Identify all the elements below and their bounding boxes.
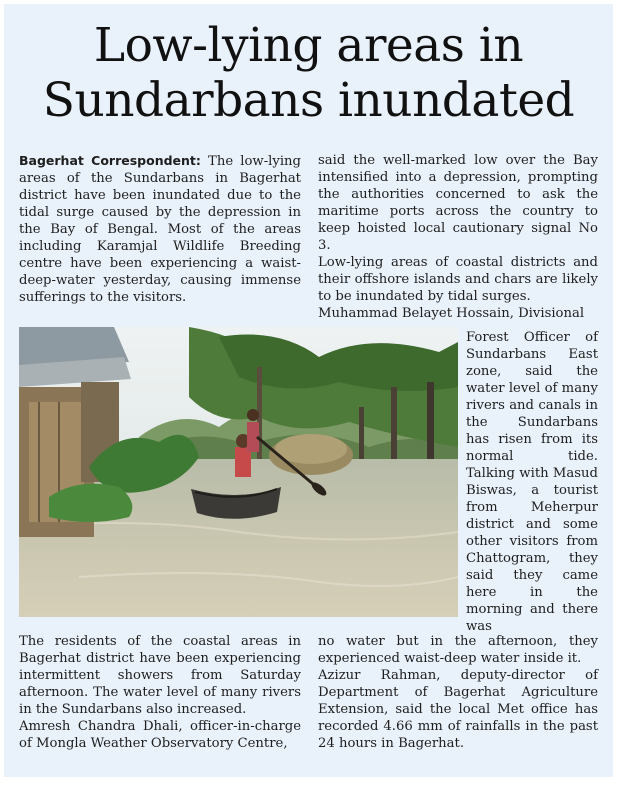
paragraph: Amresh Chandra Dhali, officer-in-charge of Mongla Weather Observatory Centre, xyxy=(19,719,301,751)
column-2-top xyxy=(318,152,598,322)
flood-boat-photo xyxy=(19,327,458,617)
column-1-top xyxy=(19,152,301,306)
headline-line-2: Sundarbans inundated xyxy=(42,73,575,128)
paragraph: The residents of the coastal areas in Bagerhat district have been experiencing intermittent showers from Saturday afternoon. The water level of many rivers in the Sundarbans also increased. xyxy=(19,634,301,717)
article-photo xyxy=(19,327,458,617)
column-2-wrap: Forest Officer of Sundarbans East zone, said the water level of many rivers and canals in the Sundarbans has risen from its normal tide. Talking with Masud Biswas, a tourist from Meherpur district and some other visitors from Chattogram, they said they came here in the morning and there was xyxy=(466,330,598,634)
headline-line-1: Low-lying areas in xyxy=(93,18,524,73)
paragraph: said the well-marked low over the Bay intensified into a depression, prompting the authorities concerned to ask the maritime ports across the country to keep hoisted local cautionary signal No 3. xyxy=(318,153,598,253)
column-2-bottom xyxy=(318,633,598,752)
paragraph: Azizur Rahman, deputy-director of Department of Bagerhat Agriculture Extension, said the local Met office has recorded 4.66 mm of rainfalls in the past 24 hours in Bagerhat. xyxy=(318,668,598,751)
headline xyxy=(4,18,613,128)
byline: Bagerhat Correspondent: xyxy=(19,153,201,168)
paragraph: Low-lying areas of coastal districts and their offshore islands and chars are likely to be inundated by tidal surges. xyxy=(318,255,598,304)
paragraph: no water but in the afternoon, they experienced waist-deep water inside it. xyxy=(318,634,598,666)
column-1-bottom xyxy=(19,633,301,752)
paragraph xyxy=(19,152,301,306)
paragraph: Muhammad Belayet Hossain, Divisional xyxy=(318,306,585,321)
paragraph-text: The low-lying areas of the Sundarbans in Bagerhat district have been inundated due to the tidal surge caused by the depression in the Bay of Bengal. Most of the areas including Karamjal Wildlife Breeding centre have been experiencing a waist-deep-water yesterday, causing immense sufferings to the visitors. xyxy=(19,154,301,305)
newspaper-clipping xyxy=(4,4,613,777)
